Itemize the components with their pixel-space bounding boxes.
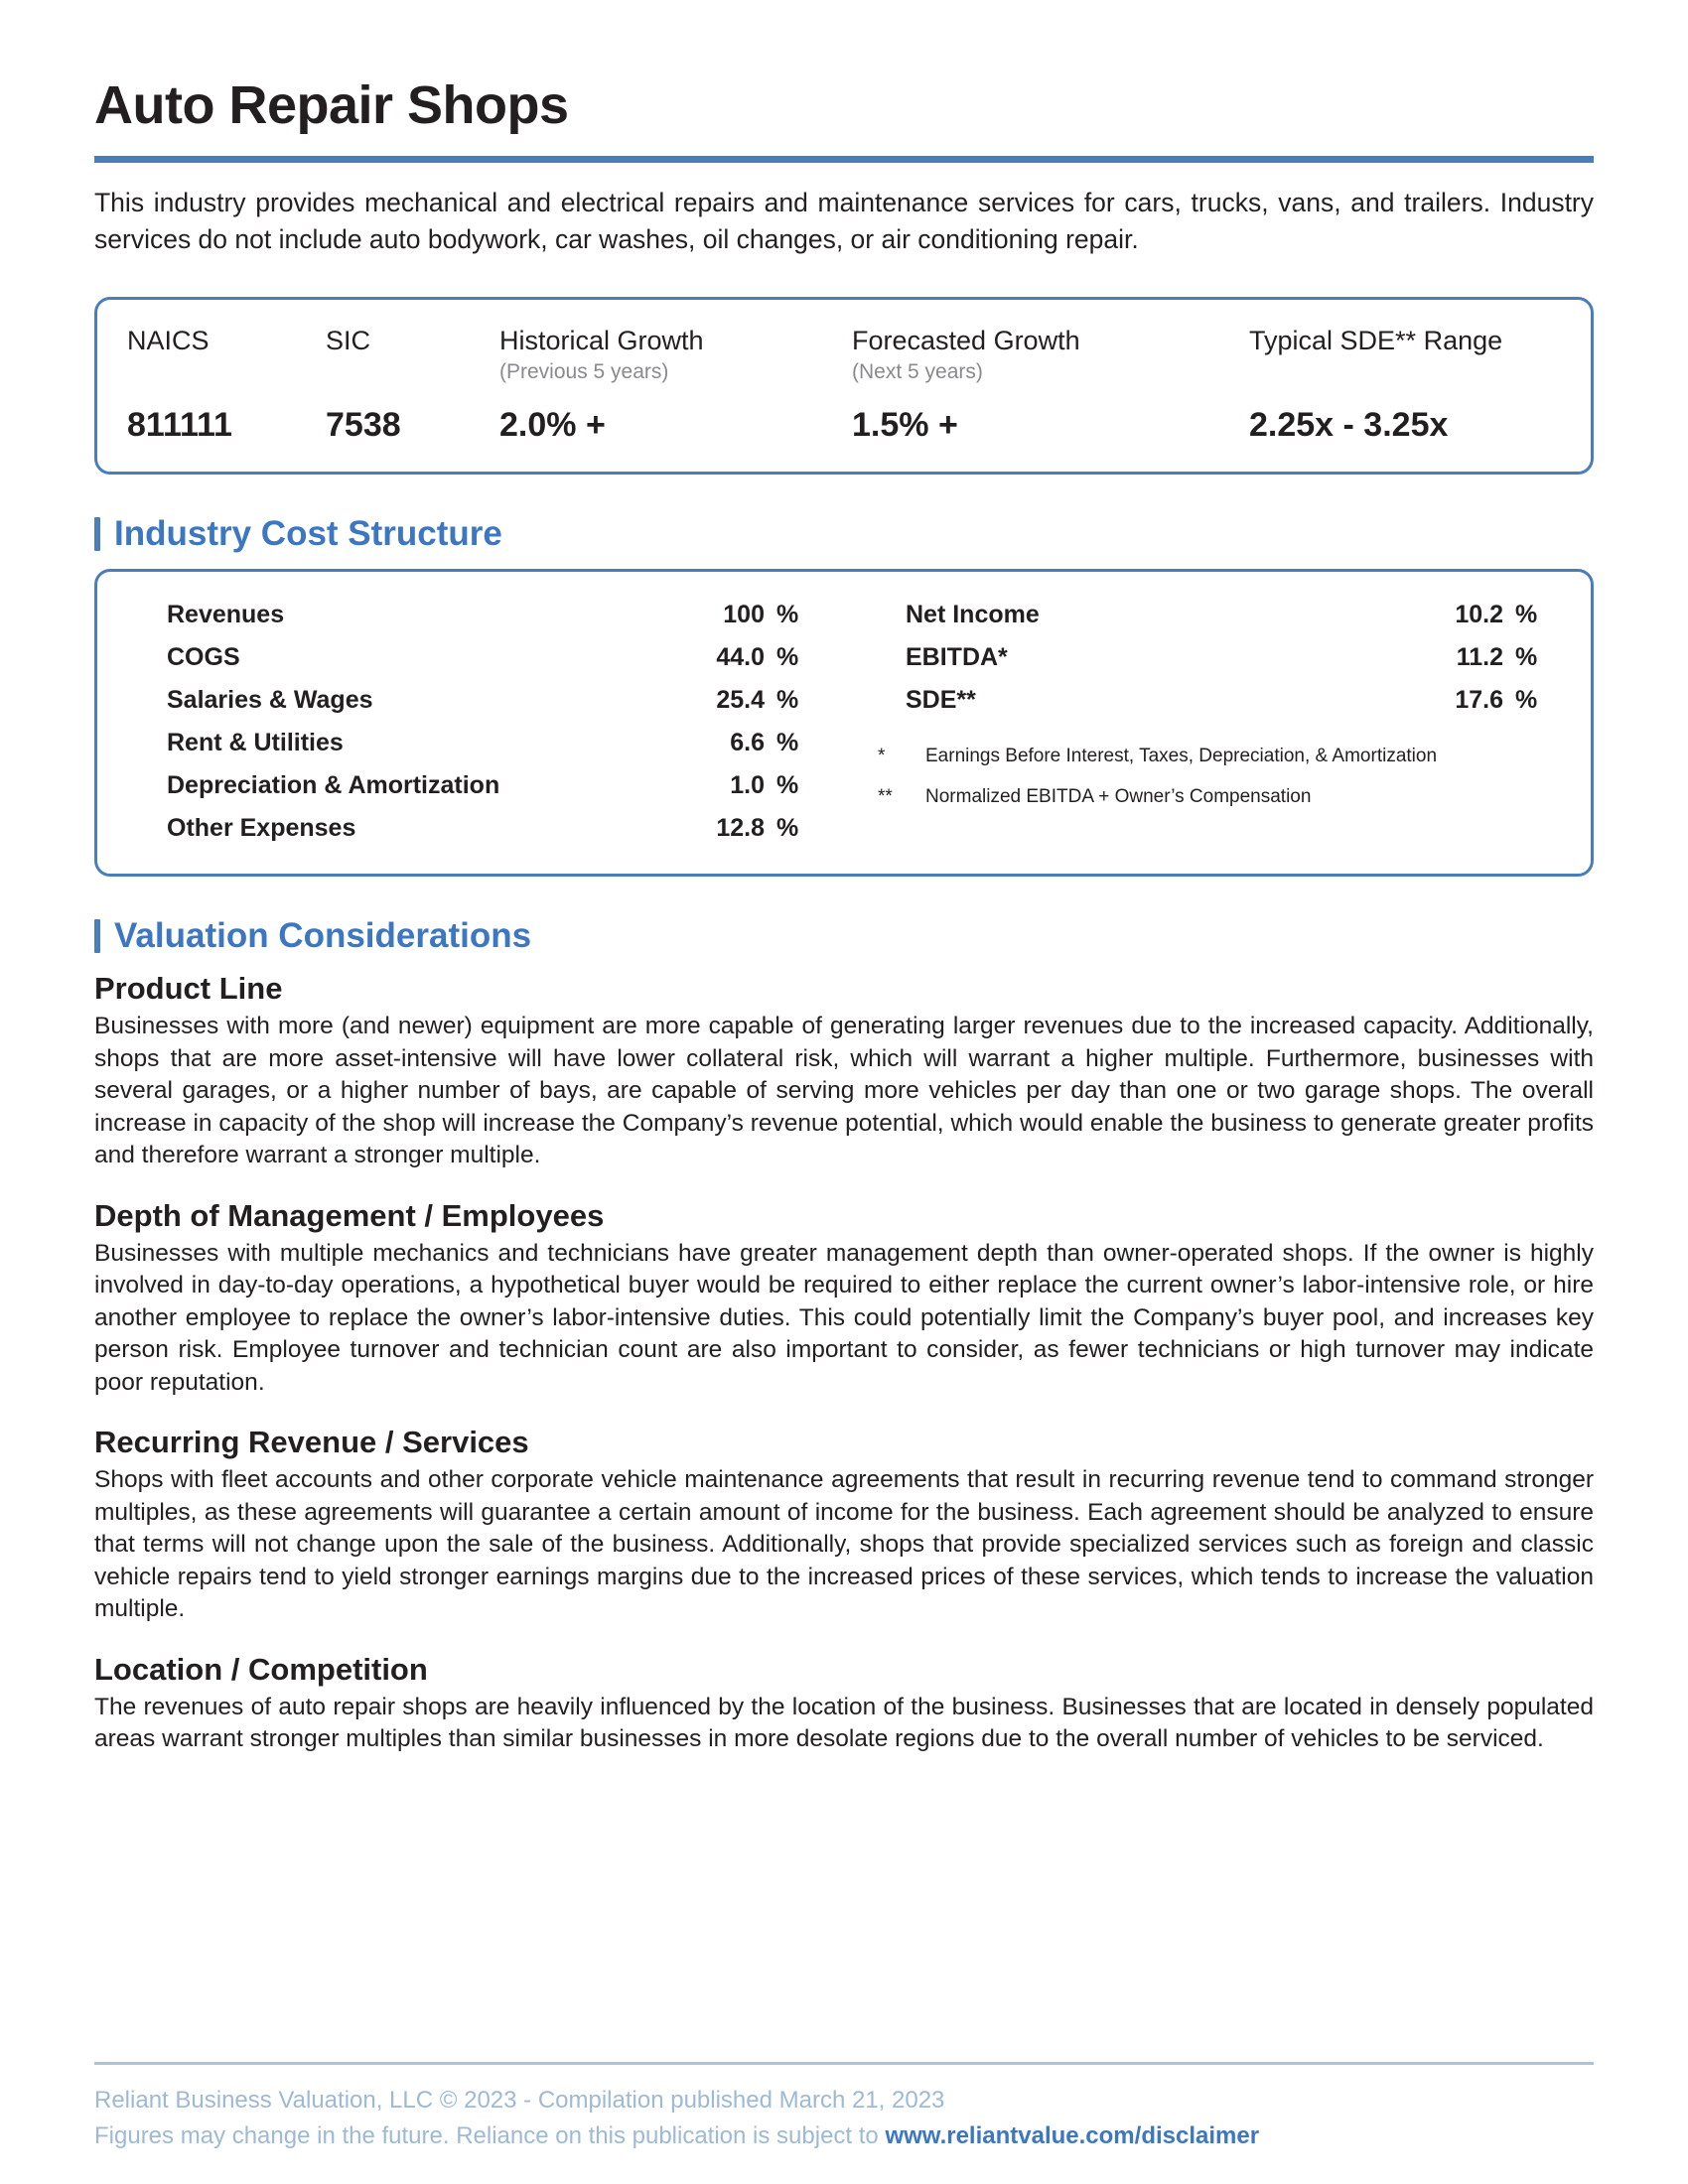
cost-structure-left-column <box>131 594 818 850</box>
stat-historical-growth-label: Historical Growth <box>499 325 704 355</box>
stat-naics-label: NAICS <box>127 325 210 355</box>
table-row <box>870 594 1557 636</box>
stat-historical-growth <box>499 326 852 444</box>
footnote-text: Normalized EBITDA + Owner’s Compensation <box>925 786 1312 808</box>
industry-stats-box <box>94 297 1594 475</box>
stat-sde-range-value: 2.25x - 3.25x <box>1249 405 1449 444</box>
stat-sde-range-label: Typical SDE** Range <box>1249 325 1503 355</box>
stat-forecasted-growth-label: Forecasted Growth <box>852 325 1080 355</box>
cost-label: EBITDA* <box>906 643 1008 672</box>
subsection-title-product-line: Product Line <box>94 971 283 1007</box>
percent-symbol: % <box>776 729 799 757</box>
footer-divider <box>94 2062 1594 2065</box>
stat-forecasted-growth <box>852 326 1249 444</box>
stat-forecasted-growth-value: 1.5% + <box>852 405 958 444</box>
section-header-valuation <box>94 916 1594 956</box>
percent-symbol: % <box>1515 686 1538 715</box>
table-row <box>870 636 1557 679</box>
cost-value: 10.2 <box>1455 601 1503 629</box>
stat-sic-label: SIC <box>326 325 371 355</box>
page-footer <box>94 2062 1594 2154</box>
stat-sic-value: 7538 <box>326 405 401 444</box>
footer-disclaimer <box>94 2118 1594 2154</box>
percent-symbol: % <box>776 643 799 672</box>
stat-sic <box>326 326 499 444</box>
subsection-title-location-competition: Location / Competition <box>94 1651 428 1687</box>
table-row <box>131 807 818 850</box>
percent-symbol: % <box>1515 601 1538 629</box>
stat-historical-growth-sub: (Previous 5 years) <box>499 359 669 383</box>
industry-description: This industry provides mechanical and electrical repairs and maintenance services for cars, trucks, vans, and trailers. Industry services do not include auto bodywork, car washes, oil changes, or air conditioning repair. <box>94 187 1594 255</box>
percent-symbol: % <box>776 686 799 715</box>
cost-value: 100 <box>723 601 765 629</box>
footnote-marker: * <box>878 746 886 767</box>
percent-symbol: % <box>776 814 799 843</box>
table-row <box>870 679 1557 722</box>
cost-value: 11.2 <box>1456 643 1503 672</box>
percent-symbol: % <box>776 601 799 629</box>
stat-naics-sub <box>127 359 326 385</box>
stat-sde-range <box>1249 326 1561 444</box>
section-accent-bar <box>94 919 100 953</box>
footer-disclaimer-text: Figures may change in the future. Reliance on this publication is subject to <box>94 2122 886 2149</box>
cost-label: Salaries & Wages <box>167 686 373 715</box>
page-title: Auto Repair Shops <box>94 75 569 135</box>
cost-label: Rent & Utilities <box>167 729 344 757</box>
subsection-body-location-competition: The revenues of auto repair shops are heavily influenced by the location of the business. Businesses that are located in densely populated areas warrant stronger multiples than similar businesses in more desolate regions due to the overall number of vehicles to be serviced. <box>94 1693 1594 1753</box>
cost-label: Other Expenses <box>167 814 356 843</box>
cost-structure-right-column <box>870 594 1557 850</box>
cost-value: 6.6 <box>730 729 765 757</box>
cost-label: COGS <box>167 643 240 672</box>
table-row <box>131 594 818 636</box>
table-row <box>131 636 818 679</box>
percent-symbol: % <box>1515 643 1538 672</box>
table-row <box>131 679 818 722</box>
section-title-valuation: Valuation Considerations <box>114 916 532 956</box>
footnote-text: Earnings Before Interest, Taxes, Depreciation, & Amortization <box>925 746 1438 767</box>
footnote-marker: ** <box>878 786 893 808</box>
title-divider <box>94 156 1594 163</box>
percent-symbol: % <box>776 771 799 800</box>
cost-label: Depreciation & Amortization <box>167 771 500 800</box>
cost-value: 25.4 <box>716 686 765 715</box>
cost-label: Net Income <box>906 601 1040 629</box>
footer-copyright: Reliant Business Valuation, LLC © 2023 - Compilation published March 21, 2023 <box>94 2087 945 2114</box>
cost-value: 17.6 <box>1455 686 1503 715</box>
stat-historical-growth-value: 2.0% + <box>499 405 606 444</box>
subsection-title-depth-of-management: Depth of Management / Employees <box>94 1197 605 1233</box>
cost-label: SDE** <box>906 686 976 715</box>
footnote-ebitda <box>870 744 1557 768</box>
cost-value: 12.8 <box>716 814 765 843</box>
stat-sde-range-sub <box>1249 359 1561 385</box>
section-accent-bar <box>94 517 100 551</box>
stat-forecasted-growth-sub: (Next 5 years) <box>852 359 983 383</box>
cost-label: Revenues <box>167 601 285 629</box>
subsection-title-recurring-revenue: Recurring Revenue / Services <box>94 1425 529 1460</box>
subsection-body-recurring-revenue: Shops with fleet accounts and other corporate vehicle maintenance agreements that result in recurring revenue tend to command stronger multiples, as these agreements will guarantee a certain amount of income for the business. Each agreement should be analyzed to ensure that terms will not change upon the sale of the business. Additionally, shops that provide specialized services such as foreign and classic vehicle repairs tend to yield stronger earnings margins due to the increased prices of these services, which tends to increase the valuation multiple. <box>94 1466 1594 1623</box>
stat-naics <box>127 326 326 444</box>
subsection-body-product-line: Businesses with more (and newer) equipment are more capable of generating larger revenues due to the increased capacity. Additionally, shops that are more asset-intensive will have lower collateral risk, which will warrant a higher multiple. Furthermore, businesses with several garages, or a higher number of bays, are capable of serving more vehicles per day than one or two garage shops. The overall increase in capacity of the shop will increase the Company’s revenue potential, which would enable the business to generate greater profits and therefore warrant a stronger multiple. <box>94 1013 1594 1169</box>
stat-sic-sub <box>326 359 499 385</box>
subsection-body-depth-of-management: Businesses with multiple mechanics and technicians have greater management depth than owner-operated shops. If the owner is highly involved in day-to-day operations, a hypothetical buyer would be required to either replace the current owner’s labor-intensive role, or hire another employee to replace the owner’s labor-intensive duties. This could potentially limit the Company’s buyer pool, and increases key person risk. Employee turnover and technician count are also important to consider, as fewer technicians or high turnover may indicate poor reputation. <box>94 1239 1594 1396</box>
section-title-cost-structure: Industry Cost Structure <box>114 514 502 554</box>
table-row <box>131 722 818 764</box>
footnote-sde <box>870 784 1557 809</box>
section-header-cost-structure <box>94 514 1594 554</box>
stat-naics-value: 811111 <box>127 405 232 444</box>
cost-structure-box <box>94 569 1594 877</box>
disclaimer-link[interactable]: www.reliantvalue.com/disclaimer <box>885 2122 1260 2149</box>
cost-value: 44.0 <box>716 643 765 672</box>
cost-value: 1.0 <box>730 771 765 800</box>
table-row <box>131 764 818 807</box>
